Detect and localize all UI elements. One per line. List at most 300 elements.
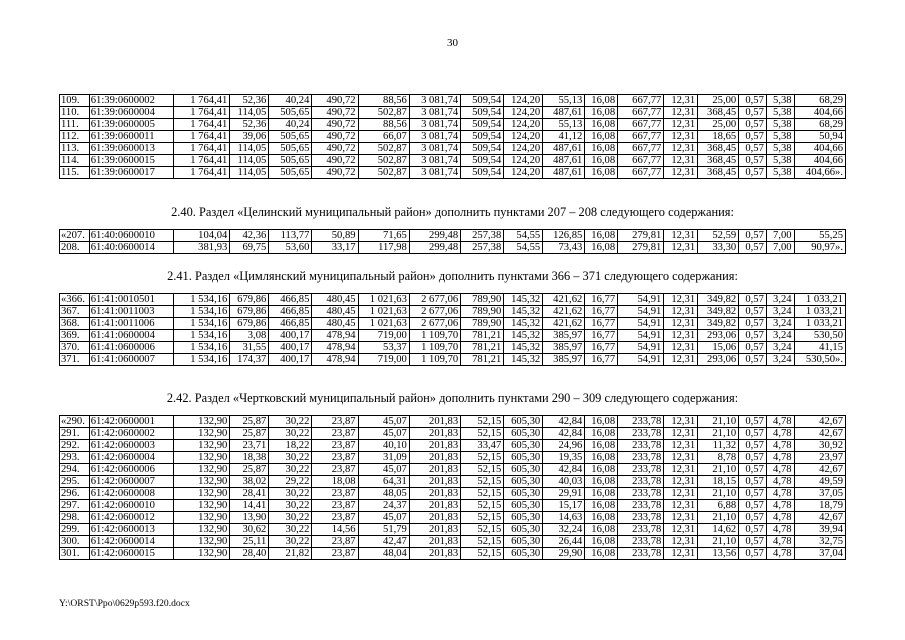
value-cell: 1 109,70 — [409, 354, 460, 366]
value-cell: 12,31 — [664, 476, 698, 488]
value-cell: 16,08 — [585, 464, 618, 476]
value-cell: 1 534,16 — [173, 330, 229, 342]
value-cell: 16,08 — [585, 440, 618, 452]
value-cell: 42,36 — [230, 230, 269, 242]
value-cell: 480,45 — [312, 318, 358, 330]
value-cell: 5,38 — [766, 131, 794, 143]
value-cell: 1 764,41 — [173, 167, 229, 179]
value-cell: 30,92 — [794, 440, 845, 452]
row-number-cell: «290. — [60, 416, 90, 428]
value-cell: 132,90 — [173, 488, 229, 500]
value-cell: 0,57 — [739, 119, 767, 131]
value-cell: 0,57 — [739, 155, 767, 167]
value-cell: 12,31 — [664, 119, 698, 131]
value-cell: 490,72 — [312, 167, 358, 179]
row-number-cell: 292. — [60, 440, 90, 452]
value-cell: 114,05 — [230, 143, 269, 155]
value-cell: 16,08 — [585, 476, 618, 488]
value-cell: 52,15 — [461, 524, 504, 536]
value-cell: 12,31 — [664, 342, 698, 354]
value-cell: 3,24 — [766, 354, 794, 366]
value-cell: 3,24 — [766, 294, 794, 306]
value-cell: 3,24 — [766, 342, 794, 354]
data-table — [59, 293, 846, 366]
value-cell: 18,79 — [794, 500, 845, 512]
value-cell: 12,31 — [664, 416, 698, 428]
data-table — [59, 229, 846, 254]
value-cell: 509,54 — [461, 167, 504, 179]
value-cell: 21,10 — [698, 464, 739, 476]
table-row — [60, 500, 846, 512]
table-row — [60, 548, 846, 560]
cadastral-code-cell: 61:41:0011006 — [89, 318, 173, 330]
value-cell: 29,22 — [269, 476, 312, 488]
value-cell: 1 764,41 — [173, 119, 229, 131]
value-cell: 530,50 — [794, 330, 845, 342]
value-cell: 679,86 — [230, 318, 269, 330]
value-cell: 16,77 — [585, 294, 618, 306]
value-cell: 0,57 — [739, 440, 767, 452]
value-cell: 12,31 — [664, 440, 698, 452]
table-row — [60, 155, 846, 167]
value-cell: 257,38 — [461, 230, 504, 242]
value-cell: 400,17 — [269, 342, 312, 354]
row-number-cell: 368. — [60, 318, 90, 330]
value-cell: 0,57 — [739, 500, 767, 512]
value-cell: 279,81 — [618, 242, 664, 254]
value-cell: 502,87 — [358, 155, 409, 167]
value-cell: 52,59 — [698, 230, 739, 242]
section-heading: 2.41. Раздел «Цимлянский муниципальный район» дополнить пунктами 366 – 371 следующего содержания: — [167, 269, 738, 283]
value-cell: 5,38 — [766, 95, 794, 107]
value-cell: 132,90 — [173, 500, 229, 512]
value-cell: 4,78 — [766, 476, 794, 488]
value-cell: 509,54 — [461, 119, 504, 131]
value-cell: 132,90 — [173, 464, 229, 476]
table-row — [60, 318, 846, 330]
value-cell: 279,81 — [618, 230, 664, 242]
table-row — [60, 512, 846, 524]
row-number-cell: 296. — [60, 488, 90, 500]
value-cell: 12,31 — [664, 167, 698, 179]
value-cell: 11,32 — [698, 440, 739, 452]
value-cell: 12,31 — [664, 330, 698, 342]
value-cell: 381,93 — [173, 242, 229, 254]
value-cell: 14,41 — [230, 500, 269, 512]
row-number-cell: 291. — [60, 428, 90, 440]
value-cell: 42,67 — [794, 428, 845, 440]
value-cell: 719,00 — [358, 330, 409, 342]
table-row — [60, 230, 846, 242]
value-cell: 90,97». — [794, 242, 845, 254]
value-cell: 605,30 — [504, 512, 543, 524]
value-cell: 0,57 — [739, 131, 767, 143]
value-cell: 16,08 — [585, 95, 618, 107]
value-cell: 145,32 — [504, 318, 543, 330]
value-cell: 23,87 — [312, 488, 358, 500]
value-cell: 505,65 — [269, 131, 312, 143]
value-cell: 404,66 — [794, 143, 845, 155]
value-cell: 23,87 — [312, 548, 358, 560]
cadastral-code-cell: 61:39:0600013 — [89, 143, 173, 155]
value-cell: 26,44 — [543, 536, 585, 548]
value-cell: 0,57 — [739, 354, 767, 366]
value-cell: 0,57 — [739, 294, 767, 306]
value-cell: 124,20 — [504, 143, 543, 155]
cadastral-code-cell: 61:39:0600011 — [89, 131, 173, 143]
row-number-cell: 293. — [60, 452, 90, 464]
value-cell: 30,62 — [230, 524, 269, 536]
value-cell: 30,22 — [269, 416, 312, 428]
value-cell: 1 764,41 — [173, 131, 229, 143]
cadastral-code-cell: 61:42:0600003 — [89, 440, 173, 452]
value-cell: 16,08 — [585, 155, 618, 167]
value-cell: 132,90 — [173, 548, 229, 560]
value-cell: 40,03 — [543, 476, 585, 488]
value-cell: 667,77 — [618, 119, 664, 131]
value-cell: 50,94 — [794, 131, 845, 143]
value-cell: 0,57 — [739, 416, 767, 428]
value-cell: 385,97 — [543, 342, 585, 354]
value-cell: 16,08 — [585, 230, 618, 242]
value-cell: 487,61 — [543, 155, 585, 167]
value-cell: 21,10 — [698, 428, 739, 440]
cadastral-code-cell: 61:40:0600014 — [89, 242, 173, 254]
value-cell: 201,83 — [409, 452, 460, 464]
value-cell: 4,78 — [766, 488, 794, 500]
value-cell: 490,72 — [312, 119, 358, 131]
value-cell: 52,36 — [230, 95, 269, 107]
value-cell: 1 033,21 — [794, 294, 845, 306]
value-cell: 40,24 — [269, 119, 312, 131]
value-cell: 667,77 — [618, 107, 664, 119]
value-cell: 132,90 — [173, 476, 229, 488]
value-cell: 0,57 — [739, 476, 767, 488]
value-cell: 23,87 — [312, 464, 358, 476]
value-cell: 42,84 — [543, 428, 585, 440]
value-cell: 466,85 — [269, 318, 312, 330]
value-cell: 52,15 — [461, 428, 504, 440]
value-cell: 25,00 — [698, 119, 739, 131]
value-cell: 12,31 — [664, 464, 698, 476]
value-cell: 29,90 — [543, 548, 585, 560]
value-cell: 16,77 — [585, 342, 618, 354]
value-cell: 487,61 — [543, 107, 585, 119]
value-cell: 52,15 — [461, 416, 504, 428]
value-cell: 480,45 — [312, 306, 358, 318]
value-cell: 4,78 — [766, 416, 794, 428]
value-cell: 64,31 — [358, 476, 409, 488]
value-cell: 12,31 — [664, 155, 698, 167]
row-number-cell: 371. — [60, 354, 90, 366]
value-cell: 299,48 — [409, 242, 460, 254]
value-cell: 505,65 — [269, 167, 312, 179]
value-cell: 2 677,06 — [409, 318, 460, 330]
value-cell: 7,00 — [766, 230, 794, 242]
value-cell: 15,06 — [698, 342, 739, 354]
value-cell: 605,30 — [504, 416, 543, 428]
value-cell: 33,30 — [698, 242, 739, 254]
value-cell: 789,90 — [461, 318, 504, 330]
value-cell: 257,38 — [461, 242, 504, 254]
value-cell: 6,88 — [698, 500, 739, 512]
value-cell: 12,31 — [664, 143, 698, 155]
value-cell: 4,78 — [766, 428, 794, 440]
value-cell: 0,57 — [739, 167, 767, 179]
value-cell: 400,17 — [269, 330, 312, 342]
value-cell: 466,85 — [269, 306, 312, 318]
value-cell: 33,17 — [312, 242, 358, 254]
table-row — [60, 464, 846, 476]
value-cell: 54,91 — [618, 294, 664, 306]
value-cell: 13,56 — [698, 548, 739, 560]
table-row — [60, 342, 846, 354]
cadastral-code-cell: 61:42:0600010 — [89, 500, 173, 512]
value-cell: 31,55 — [230, 342, 269, 354]
cadastral-code-cell: 61:41:0600006 — [89, 342, 173, 354]
value-cell: 14,62 — [698, 524, 739, 536]
value-cell: 349,82 — [698, 306, 739, 318]
value-cell: 667,77 — [618, 131, 664, 143]
value-cell: 201,83 — [409, 464, 460, 476]
cadastral-code-cell: 61:39:0600004 — [89, 107, 173, 119]
value-cell: 233,78 — [618, 524, 664, 536]
value-cell: 4,78 — [766, 512, 794, 524]
value-cell: 145,32 — [504, 354, 543, 366]
value-cell: 3 081,74 — [409, 119, 460, 131]
value-cell: 3 081,74 — [409, 143, 460, 155]
value-cell: 667,77 — [618, 167, 664, 179]
value-cell: 54,91 — [618, 306, 664, 318]
value-cell: 39,06 — [230, 131, 269, 143]
value-cell: 233,78 — [618, 440, 664, 452]
value-cell: 201,83 — [409, 548, 460, 560]
value-cell: 233,78 — [618, 536, 664, 548]
cadastral-code-cell: 61:41:0010501 — [89, 294, 173, 306]
page-number: 30 — [447, 37, 458, 49]
value-cell: 23,87 — [312, 452, 358, 464]
value-cell: 54,91 — [618, 342, 664, 354]
table-row — [60, 536, 846, 548]
value-cell: 1 764,41 — [173, 95, 229, 107]
value-cell: 201,83 — [409, 500, 460, 512]
value-cell: 679,86 — [230, 294, 269, 306]
value-cell: 605,30 — [504, 488, 543, 500]
value-cell: 4,78 — [766, 536, 794, 548]
value-cell: 145,32 — [504, 342, 543, 354]
value-cell: 12,31 — [664, 512, 698, 524]
value-cell: 201,83 — [409, 428, 460, 440]
value-cell: 68,29 — [794, 119, 845, 131]
value-cell: 667,77 — [618, 143, 664, 155]
value-cell: 505,65 — [269, 143, 312, 155]
value-cell: 21,82 — [269, 548, 312, 560]
value-cell: 12,31 — [664, 548, 698, 560]
value-cell: 104,04 — [173, 230, 229, 242]
value-cell: 201,83 — [409, 512, 460, 524]
row-number-cell: 115. — [60, 167, 90, 179]
value-cell: 1 534,16 — [173, 294, 229, 306]
value-cell: 490,72 — [312, 143, 358, 155]
table-row — [60, 524, 846, 536]
value-cell: 605,30 — [504, 536, 543, 548]
value-cell: 5,38 — [766, 143, 794, 155]
value-cell: 605,30 — [504, 428, 543, 440]
row-number-cell: 369. — [60, 330, 90, 342]
table-row — [60, 119, 846, 131]
value-cell: 54,91 — [618, 354, 664, 366]
value-cell: 0,57 — [739, 306, 767, 318]
value-cell: 66,07 — [358, 131, 409, 143]
value-cell: 478,94 — [312, 342, 358, 354]
value-cell: 42,47 — [358, 536, 409, 548]
value-cell: 124,20 — [504, 107, 543, 119]
cadastral-code-cell: 61:42:0600001 — [89, 416, 173, 428]
value-cell: 5,38 — [766, 107, 794, 119]
table-row — [60, 416, 846, 428]
value-cell: 30,22 — [269, 488, 312, 500]
row-number-cell: 370. — [60, 342, 90, 354]
value-cell: 23,87 — [312, 536, 358, 548]
value-cell: 16,08 — [585, 131, 618, 143]
value-cell: 30,22 — [269, 464, 312, 476]
value-cell: 16,08 — [585, 416, 618, 428]
value-cell: 88,56 — [358, 119, 409, 131]
table-row — [60, 488, 846, 500]
value-cell: 487,61 — [543, 167, 585, 179]
value-cell: 421,62 — [543, 318, 585, 330]
value-cell: 52,15 — [461, 500, 504, 512]
value-cell: 4,78 — [766, 440, 794, 452]
value-cell: 30,22 — [269, 428, 312, 440]
value-cell: 30,22 — [269, 512, 312, 524]
value-cell: 368,45 — [698, 143, 739, 155]
value-cell: 18,08 — [312, 476, 358, 488]
value-cell: 24,96 — [543, 440, 585, 452]
value-cell: 42,67 — [794, 464, 845, 476]
value-cell: 52,15 — [461, 488, 504, 500]
value-cell: 32,24 — [543, 524, 585, 536]
value-cell: 667,77 — [618, 95, 664, 107]
value-cell: 490,72 — [312, 95, 358, 107]
value-cell: 1 534,16 — [173, 342, 229, 354]
value-cell: 3 081,74 — [409, 131, 460, 143]
value-cell: 52,15 — [461, 548, 504, 560]
value-cell: 12,31 — [664, 242, 698, 254]
value-cell: 1 764,41 — [173, 155, 229, 167]
value-cell: 201,83 — [409, 488, 460, 500]
value-cell: 233,78 — [618, 452, 664, 464]
value-cell: 4,78 — [766, 452, 794, 464]
value-cell: 53,60 — [269, 242, 312, 254]
value-cell: 0,57 — [739, 452, 767, 464]
value-cell: 23,87 — [312, 416, 358, 428]
value-cell: 368,45 — [698, 155, 739, 167]
value-cell: 605,30 — [504, 476, 543, 488]
value-cell: 52,15 — [461, 512, 504, 524]
value-cell: 16,08 — [585, 143, 618, 155]
value-cell: 32,75 — [794, 536, 845, 548]
value-cell: 16,08 — [585, 548, 618, 560]
value-cell: 16,08 — [585, 242, 618, 254]
value-cell: 5,38 — [766, 167, 794, 179]
value-cell: 421,62 — [543, 294, 585, 306]
value-cell: 23,97 — [794, 452, 845, 464]
value-cell: 132,90 — [173, 440, 229, 452]
cadastral-code-cell: 61:39:0600002 — [89, 95, 173, 107]
value-cell: 41,12 — [543, 131, 585, 143]
value-cell: 349,82 — [698, 294, 739, 306]
value-cell: 478,94 — [312, 330, 358, 342]
value-cell: 45,07 — [358, 416, 409, 428]
value-cell: 21,10 — [698, 512, 739, 524]
value-cell: 3,24 — [766, 306, 794, 318]
value-cell: 233,78 — [618, 464, 664, 476]
value-cell: 490,72 — [312, 131, 358, 143]
value-cell: 3,08 — [230, 330, 269, 342]
value-cell: 16,77 — [585, 318, 618, 330]
table-row — [60, 306, 846, 318]
value-cell: 12,31 — [664, 536, 698, 548]
value-cell: 509,54 — [461, 95, 504, 107]
value-cell: 605,30 — [504, 548, 543, 560]
value-cell: 490,72 — [312, 155, 358, 167]
value-cell: 2 677,06 — [409, 294, 460, 306]
value-cell: 5,38 — [766, 119, 794, 131]
value-cell: 505,65 — [269, 155, 312, 167]
value-cell: 7,00 — [766, 242, 794, 254]
value-cell: 0,57 — [739, 548, 767, 560]
value-cell: 16,08 — [585, 500, 618, 512]
table-row — [60, 294, 846, 306]
value-cell: 605,30 — [504, 500, 543, 512]
value-cell: 18,38 — [230, 452, 269, 464]
value-cell: 132,90 — [173, 524, 229, 536]
value-cell: 505,65 — [269, 107, 312, 119]
value-cell: 502,87 — [358, 167, 409, 179]
value-cell: 3 081,74 — [409, 107, 460, 119]
value-cell: 0,57 — [739, 342, 767, 354]
value-cell: 21,10 — [698, 488, 739, 500]
value-cell: 49,59 — [794, 476, 845, 488]
value-cell: 40,10 — [358, 440, 409, 452]
value-cell: 132,90 — [173, 536, 229, 548]
value-cell: 1 534,16 — [173, 354, 229, 366]
value-cell: 114,05 — [230, 155, 269, 167]
row-number-cell: 110. — [60, 107, 90, 119]
value-cell: 24,37 — [358, 500, 409, 512]
data-table — [59, 415, 846, 560]
value-cell: 1 021,63 — [358, 294, 409, 306]
value-cell: 18,15 — [698, 476, 739, 488]
value-cell: 201,83 — [409, 416, 460, 428]
value-cell: 25,11 — [230, 536, 269, 548]
value-cell: 4,78 — [766, 464, 794, 476]
value-cell: 42,67 — [794, 512, 845, 524]
value-cell: 16,77 — [585, 330, 618, 342]
value-cell: 37,04 — [794, 548, 845, 560]
value-cell: 3,24 — [766, 330, 794, 342]
value-cell: 45,07 — [358, 464, 409, 476]
value-cell: 54,55 — [504, 230, 543, 242]
table-row — [60, 330, 846, 342]
value-cell: 52,15 — [461, 464, 504, 476]
value-cell: 400,17 — [269, 354, 312, 366]
value-cell: 12,31 — [664, 524, 698, 536]
row-number-cell: «366. — [60, 294, 90, 306]
value-cell: 667,77 — [618, 155, 664, 167]
value-cell: 478,94 — [312, 354, 358, 366]
